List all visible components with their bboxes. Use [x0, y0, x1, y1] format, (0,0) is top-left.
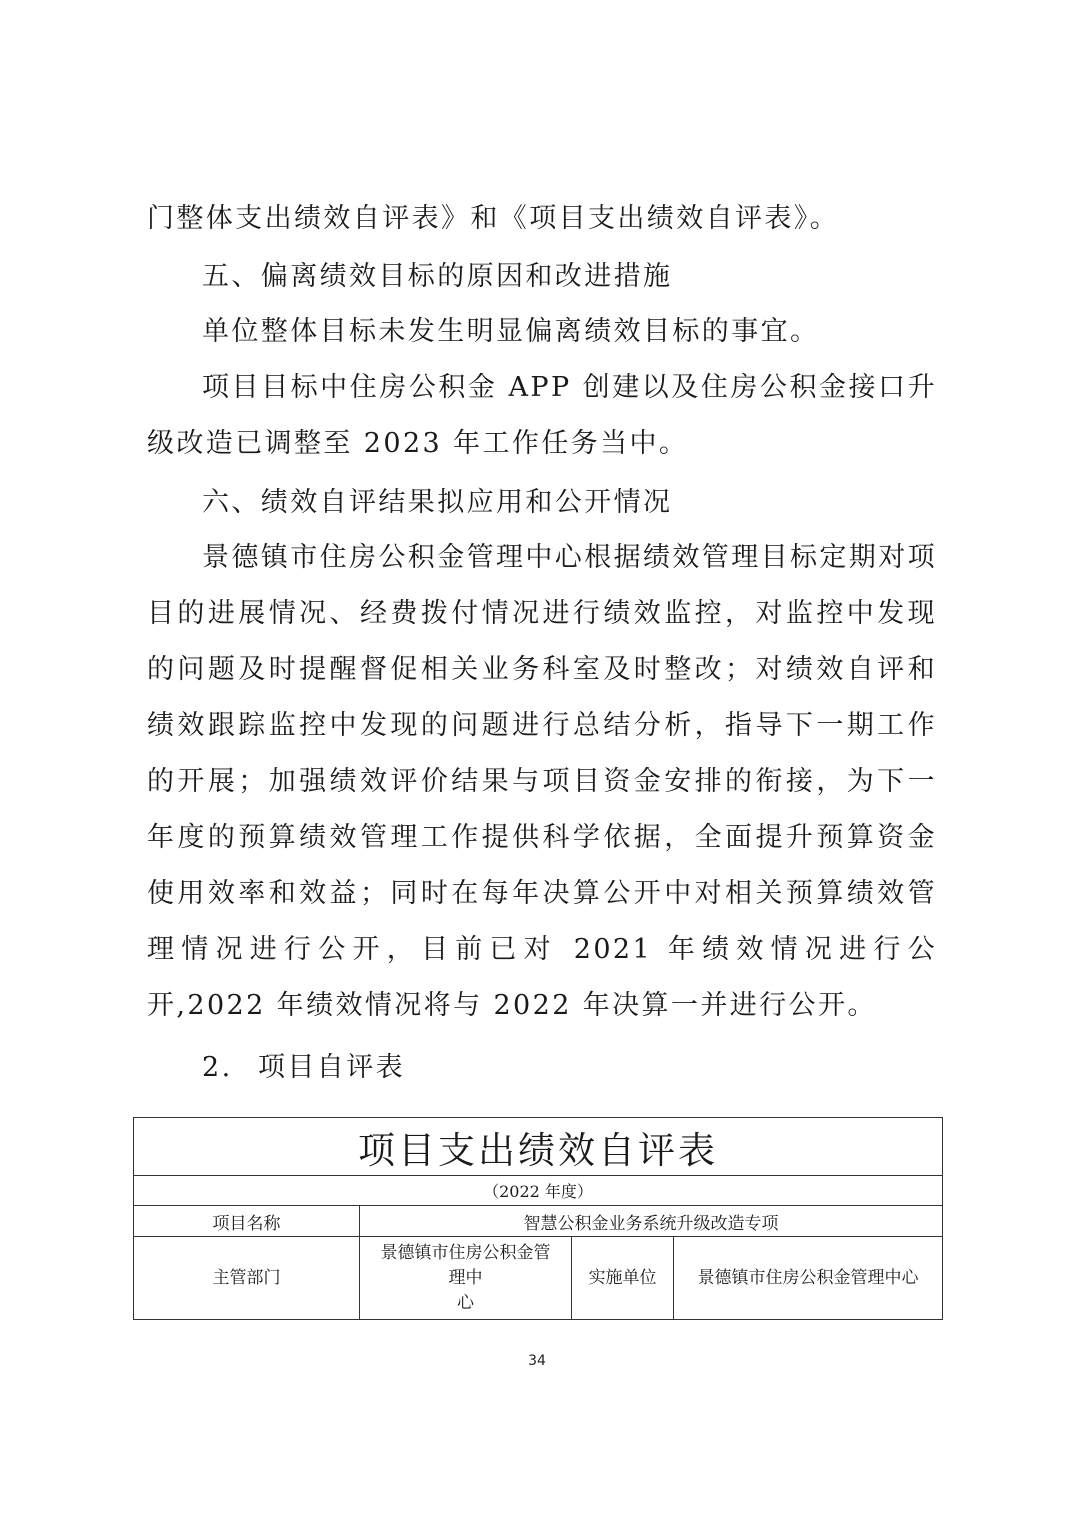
list-item-project-self-eval — [202, 1040, 405, 1096]
paragraph-results-application: 景德镇市住房公积金管理中心根据绩效管理目标定期对项目的进展情况、经费拨付情况进行绩效监控，对监控中发现的问题及时提醒督促相关业务科室及时整改；对绩效自评和绩效跟踪监控中发现的问题进行总结分析，指导下一期工作的开展；加强绩效评价结果与项目资金安排的衔接，为下一年度的预算绩效管理工作提供科学依据，全面提升预算资金使用效率和效益；同时在每年决算公开中对相关预算绩效管理情况进行公开，目前已对 2021 年绩效情况进行公开,2022 年绩效情况将与 2022 年决算一并进行公开。 — [147, 542, 937, 1021]
section-heading-6: 六、绩效自评结果拟应用和公开情况 — [202, 487, 673, 518]
list-item-number: 2. — [202, 1052, 233, 1083]
section-heading-5: 五、偏离绩效目标的原因和改进措施 — [202, 261, 673, 292]
paragraph-intro-continuation: 门整体支出绩效自评表》和《项目支出绩效自评表》。 — [147, 203, 840, 234]
table-year: （2022 年度） — [134, 1176, 943, 1206]
table-title: 项目支出绩效自评表 — [134, 1118, 943, 1176]
dept-label: 主管部门 — [134, 1237, 360, 1320]
impl-label: 实施单位 — [572, 1237, 674, 1320]
paragraph-no-deviation: 单位整体目标未发生明显偏离绩效目标的事宜。 — [202, 316, 820, 347]
impl-value: 景德镇市住房公积金管理中心 — [674, 1237, 943, 1320]
project-name-label: 项目名称 — [134, 1206, 360, 1237]
paragraph-project-adjustment: 项目目标中住房公积金 APP 创建以及住房公积金接口升级改造已调整至 2023 年工作任务当中。 — [147, 372, 937, 459]
page-number: 34 — [528, 1353, 546, 1369]
project-name-value: 智慧公积金业务系统升级改造专项 — [360, 1206, 943, 1237]
dept-value: 景德镇市住房公积金管 理中 心 — [360, 1237, 572, 1320]
project-eval-table — [133, 1117, 943, 1320]
list-item-label: 项目自评表 — [258, 1052, 405, 1083]
